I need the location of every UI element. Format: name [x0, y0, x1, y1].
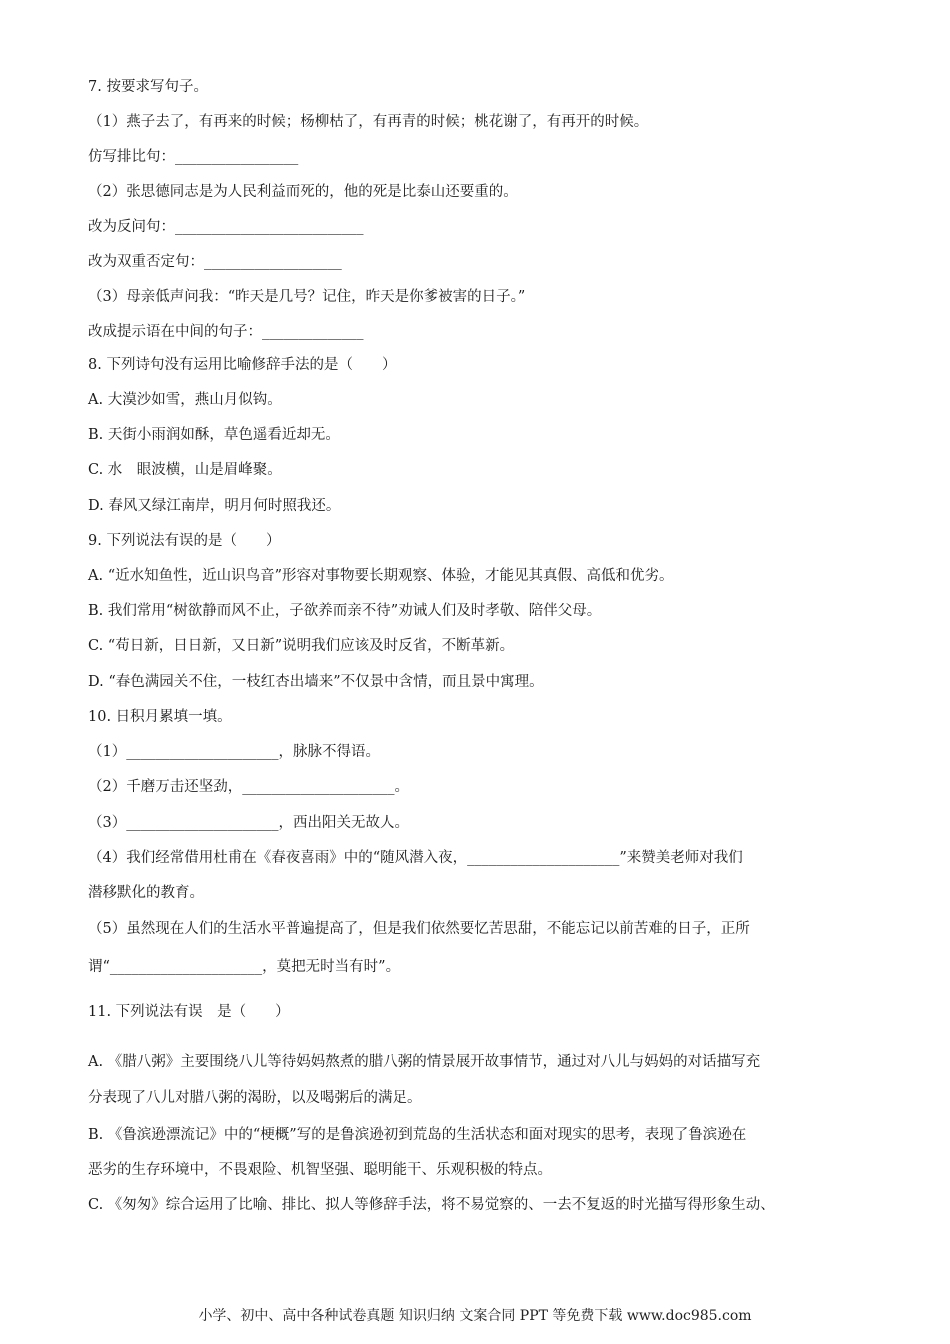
q10-item-2: （2）千磨万击还坚劲，_____________________。 [88, 779, 409, 795]
q8-option-a: A. 大漠沙如雪，燕山月似钩。 [88, 392, 282, 408]
q11-option-a-line-1: A. 《腊八粥》主要围绕八儿等待妈妈熬煮的腊八粥的情景展开故事情节，通过对八儿与妈妈的对话描写充 [88, 1054, 761, 1070]
q8-option-c: C. 水 眼波横，山是眉峰聚。 [88, 462, 282, 478]
q10-item-3: （3）_____________________，西出阳关无故人。 [88, 815, 409, 831]
q9-option-a: A. “近水知鱼性，近山识鸟音”形容对事物要长期观察、体验，才能见其真假、高低和优劣。 [88, 568, 674, 584]
q9-option-c: C. “苟日新，日日新，又日新”说明我们应该及时反省，不断革新。 [88, 638, 515, 654]
q7-item-3-text: （3）母亲低声问我：“昨天是几号？记住，昨天是你爹被害的日子。” [88, 289, 526, 305]
q7-item-3-answer: 改成提示语在中间的句子：______________ [88, 324, 364, 340]
question-10-heading: 10. 日积月累填一填。 [88, 709, 232, 725]
q9-option-b: B. 我们常用“树欲静而风不止，子欲养而亲不待”劝诫人们及时孝敬、陪伴父母。 [88, 603, 602, 619]
q7-item-1-text: （1）燕子去了，有再来的时候；杨柳枯了，有再青的时候；桃花谢了，有再开的时候。 [88, 114, 649, 130]
q10-item-5-line-1: （5）虽然现在人们的生活水平普遍提高了，但是我们依然要忆苦思甜，不能忘记以前苦难的日子，正所 [88, 921, 750, 937]
q8-option-d: D. 春风又绿江南岸，明月何时照我还。 [88, 498, 341, 514]
question-8-heading: 8. 下列诗句没有运用比喻修辞手法的是（ ） [88, 357, 397, 373]
page-footer: 小学、初中、高中各种试卷真题 知识归纳 文案合同 PPT 等免费下载 www.doc985.com [198, 1308, 752, 1324]
q8-option-b: B. 天街小雨润如酥，草色遥看近却无。 [88, 427, 340, 443]
question-11-heading: 11. 下列说法有误 是（ ） [88, 1004, 290, 1020]
question-9-heading: 9. 下列说法有误的是（ ） [88, 533, 281, 549]
q11-option-b-line-1: B. 《鲁滨逊漂流记》中的“梗概”写的是鲁滨逊初到荒岛的生活状态和面对现实的思考，表现了鲁滨逊在 [88, 1127, 747, 1143]
question-7-heading: 7. 按要求写句子。 [88, 79, 208, 95]
q10-item-4-line-1: （4）我们经常借用杜甫在《春夜喜雨》中的“随风潜入夜，_____________________”来赞美老师对我们 [88, 850, 743, 866]
q7-item-2-text: （2）张思德同志是为人民利益而死的，他的死是比泰山还要重的。 [88, 184, 518, 200]
q11-option-b-line-2: 恶劣的生存环境中，不畏艰险、机智坚强、聪明能干、乐观积极的特点。 [88, 1162, 552, 1178]
q7-item-1-answer: 仿写排比句：_________________ [88, 149, 299, 165]
q10-item-1: （1）_____________________，脉脉不得语。 [88, 744, 380, 760]
q10-item-5-line-2: 谓“_____________________，莫把无时当有时”。 [88, 959, 401, 975]
q11-option-c-line-1: C. 《匆匆》综合运用了比喻、排比、拟人等修辞手法，将不易觉察的、一去不复返的时光描写得形象生动、 [88, 1197, 775, 1213]
q9-option-d: D. “春色满园关不住，一枝红杏出墙来”不仅景中含情，而且景中寓理。 [88, 674, 544, 690]
q10-item-4-line-2: 潜移默化的教育。 [88, 885, 204, 901]
q7-item-2-answer-b: 改为双重否定句：___________________ [88, 254, 342, 270]
q7-item-2-answer-a: 改为反问句：__________________________ [88, 219, 364, 235]
q11-option-a-line-2: 分表现了八儿对腊八粥的渴盼，以及喝粥后的满足。 [88, 1090, 422, 1106]
